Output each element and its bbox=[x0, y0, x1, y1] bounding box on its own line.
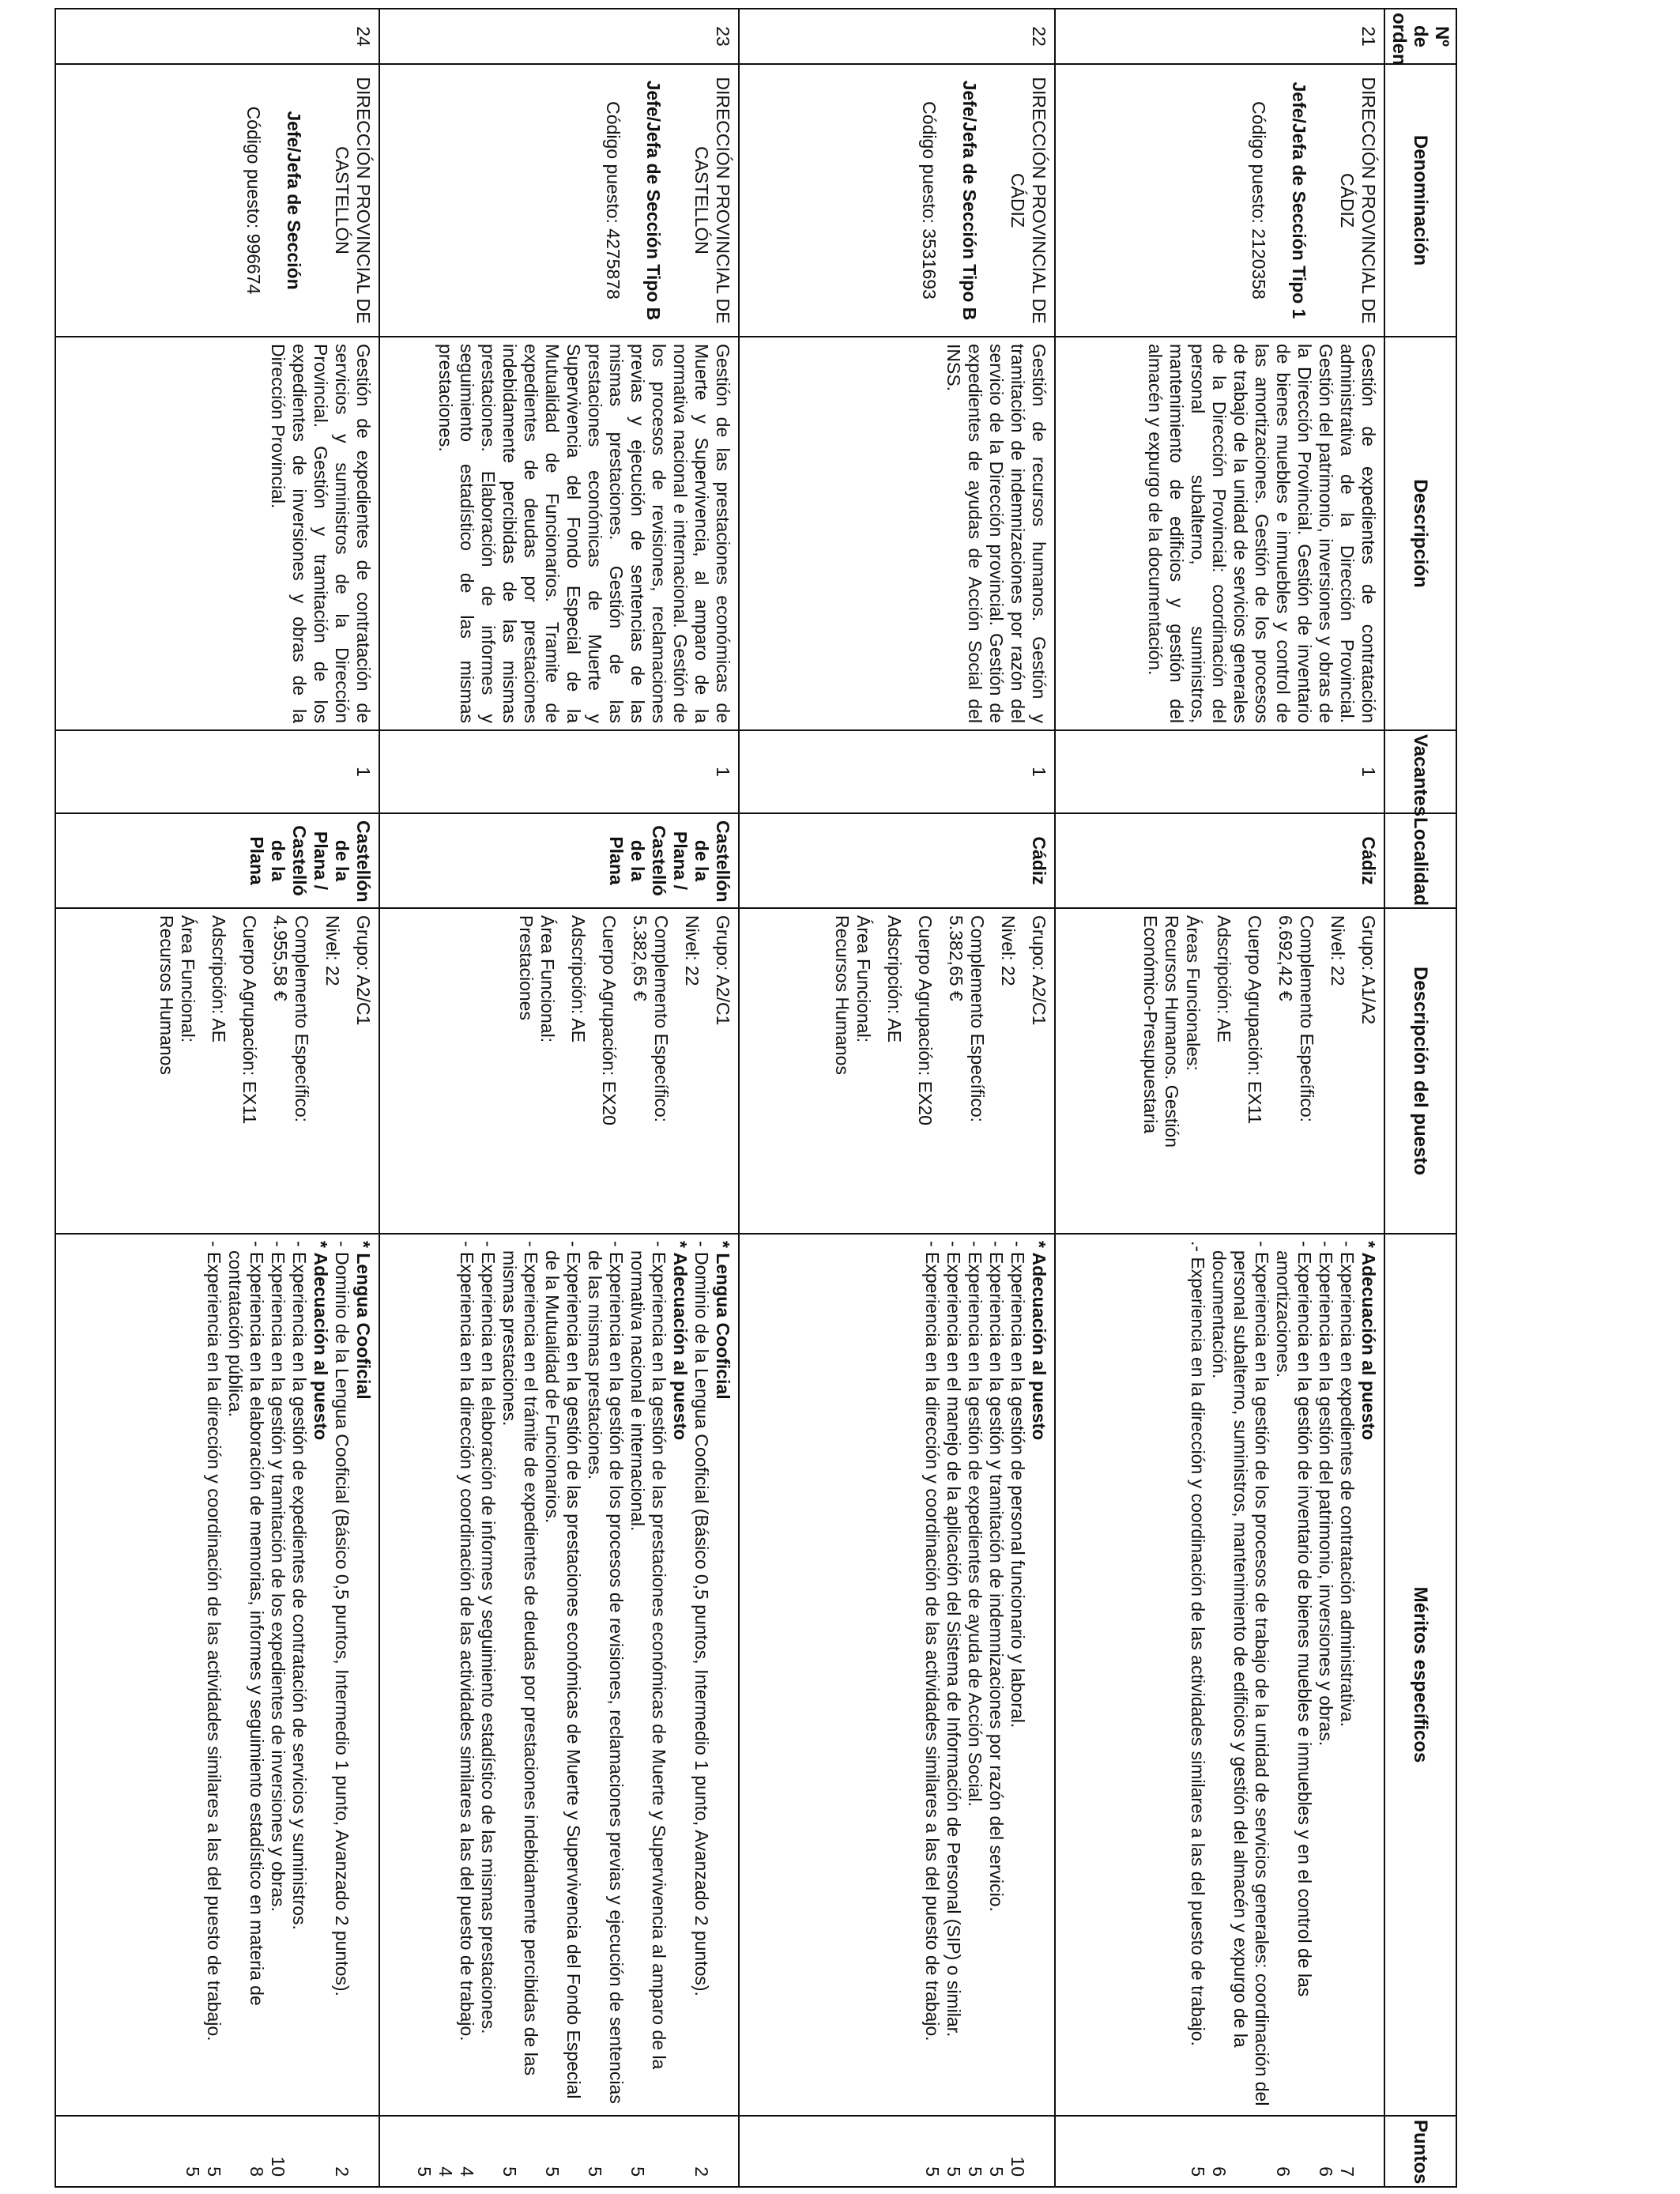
points-value: 8 bbox=[247, 2166, 267, 2177]
complemento-label: Complemento Específico: bbox=[967, 915, 988, 1123]
merit-heading: * Adecuación al puesto bbox=[1029, 1241, 1049, 1441]
meritos-cell bbox=[55, 1234, 379, 2116]
vacantes-cell: 1 bbox=[55, 730, 379, 813]
merit-line: .- Experiencia en la dirección y coordinación de las actividades similares a las del puesto de trabajo. bbox=[1188, 1241, 1208, 2046]
descripcion-puesto-cell bbox=[379, 908, 739, 1234]
localidad-cell: Castellón de la Plana / Castelló de la Plana bbox=[379, 813, 739, 908]
points-value bbox=[224, 2123, 246, 2177]
descripcion-puesto-cell bbox=[739, 908, 1055, 1234]
localidad-cell: Cádiz bbox=[739, 813, 1055, 908]
header-descripcion-puesto: Descripción del puesto bbox=[1384, 908, 1456, 1234]
cuerpo: Cuerpo Agrupación: EX11 bbox=[1245, 915, 1265, 1125]
points-value: 5 bbox=[944, 2166, 964, 2177]
merit-line: - Experiencia en expedientes de contratación administrativa. bbox=[1337, 1241, 1358, 1727]
points-value: 5 bbox=[986, 2166, 1007, 2177]
meritos-cell bbox=[379, 1234, 739, 2116]
order-number: 23 bbox=[379, 9, 739, 64]
area-value: Prestaciones bbox=[516, 915, 537, 1020]
merit-line: - Experiencia en la gestión de personal funcionario y laboral. bbox=[1008, 1241, 1028, 1728]
area-funcional bbox=[831, 915, 874, 1227]
codigo-puesto: Código puesto: 996674 bbox=[243, 106, 264, 295]
points-value: 5 bbox=[922, 2166, 943, 2177]
header-vacantes: Vacantes bbox=[1384, 730, 1456, 813]
provincia: DIRECCIÓN PROVINCIAL DE CÁDIZ bbox=[1008, 77, 1049, 324]
header-localidad: Localidad bbox=[1384, 813, 1456, 908]
cuerpo: Cuerpo Agrupación: EX11 bbox=[239, 915, 260, 1125]
puntos-cell bbox=[739, 2116, 1055, 2187]
merit-line: - Experiencia en la gestión de expedientes de contratación de servicios y suministros. bbox=[289, 1241, 310, 1930]
merit-line: - Experiencia en la gestión de las prestaciones económicas de Muerte y Supervivencia al amparo de la normativa nacional e internacional. bbox=[627, 1241, 669, 2070]
cuerpo: Cuerpo Agrupación: EX20 bbox=[599, 915, 620, 1125]
descripcion-cell: Gestión de las prestaciones económicas de Muerte y Supervivencia, al amparo de la normativa nacional e internacional. Gestión de los procesos de revisiones, reclamaciones previas y ejecución de sentencias de las mismas prestaciones. Gestión de las prestaciones económicas de Muerte y Supervivencia del Fondo Especial de la Mutualidad de Funcionarios. Tramite de expedientes de deudas por prestaciones indebidamente percibidas de las mismas prestaciones. Elaboración de informes y seguimiento estadístico de las mismas prestaciones. bbox=[379, 337, 739, 730]
merit-line: - Experiencia en la gestión y tramitación de indemnizaciones por razón del servicio. bbox=[986, 1241, 1007, 1912]
points-value: 7 bbox=[1337, 2166, 1358, 2177]
points-value: 6 bbox=[1209, 2166, 1230, 2177]
merit-line: - Dominio de la Lengua Cooficial (Básico 0,5 puntos, Intermedio 1 punto, Avanzado 2 puntos). bbox=[691, 1241, 712, 1996]
nivel: Nivel: 22 bbox=[682, 915, 703, 986]
complemento bbox=[1275, 915, 1317, 1227]
points-value bbox=[648, 2123, 669, 2177]
area-value: Recursos Humanos. Gestión Económico-Presupuestaria bbox=[1140, 915, 1182, 1148]
complemento-value: 4.955,58 € bbox=[270, 915, 291, 1001]
points-value bbox=[1358, 2123, 1379, 2177]
header-meritos: Méritos específicos bbox=[1384, 1234, 1456, 2116]
complemento bbox=[945, 915, 988, 1227]
points-value: 5 bbox=[204, 2166, 224, 2177]
merit-line: - Experiencia en la dirección y coordinación de las actividades similares a las del puesto de trabajo. bbox=[457, 1241, 477, 2041]
table-row bbox=[55, 9, 379, 2187]
table-row bbox=[379, 9, 739, 2187]
points-value: 10 bbox=[1008, 2156, 1028, 2177]
points-value bbox=[1028, 2123, 1049, 2177]
denominacion-cell bbox=[739, 64, 1055, 337]
merit-line: - Experiencia en el manejo de la aplicación del Sistema de Información de Personal (SIP) o similar. bbox=[944, 1241, 964, 2038]
points-value: 5 bbox=[965, 2166, 985, 2177]
area-value: Recursos Humanos bbox=[156, 915, 177, 1075]
merit-line: - Experiencia en la gestión y tramitación de los expedientes de inversiones y obras. bbox=[268, 1241, 288, 1912]
points-value bbox=[563, 2123, 584, 2177]
merit-heading: * Lengua Cooficial bbox=[353, 1241, 374, 1400]
merit-line: - Experiencia en la elaboración de memorias, informes y seguimiento estadístico en materia de contratación pública. bbox=[225, 1241, 267, 2006]
descripcion-cell: Gestión de expedientes de contratación de servicios y suministros de la Dirección Provincial. Gestión y tramitación de los expedientes de inversiones y obras de la Dirección Provincial. bbox=[55, 337, 379, 730]
area-label: Área Funcional: bbox=[853, 915, 874, 1043]
merit-line: - Dominio de la Lengua Cooficial (Básico 0,5 puntos, Intermedio 1 punto, Avanzado 2 puntos). bbox=[332, 1241, 352, 1996]
denominacion-cell bbox=[1055, 64, 1384, 337]
merit-line: - Experiencia en la gestión de inventario de bienes muebles e inmuebles y en el control de las amortizaciones. bbox=[1273, 1241, 1315, 1997]
points-value: 5 bbox=[183, 2166, 203, 2177]
codigo-puesto: Código puesto: 2120358 bbox=[1249, 101, 1269, 300]
merit-line: - Experiencia en la dirección y coordinación de las actividades similares a las del puesto de trabajo. bbox=[922, 1241, 943, 2041]
points-value: 5 bbox=[585, 2166, 605, 2177]
adscripcion: Adscripción: AE bbox=[884, 915, 905, 1043]
points-value: 5 bbox=[499, 2166, 520, 2177]
table-row bbox=[1055, 9, 1384, 2187]
puesto-title: Jefe/Jefa de Sección bbox=[284, 111, 304, 290]
puesto-title: Jefe/Jefa de Sección Tipo B bbox=[643, 80, 664, 321]
header-num: Nº de orden bbox=[1384, 9, 1456, 64]
merit-heading: * Adecuación al puesto bbox=[670, 1241, 691, 1441]
grupo: Grupo: A2/C1 bbox=[353, 915, 374, 1026]
points-value: 2 bbox=[332, 2166, 352, 2177]
vacancies-table bbox=[55, 8, 1457, 2188]
meritos-cell bbox=[1055, 1234, 1384, 2116]
puesto-title: Jefe/Jefa de Sección Tipo 1 bbox=[1289, 81, 1309, 319]
puesto-title: Jefe/Jefa de Sección Tipo B bbox=[959, 80, 980, 321]
points-value: 6 bbox=[1273, 2166, 1294, 2177]
area-funcional bbox=[1139, 915, 1203, 1227]
points-value bbox=[1230, 2123, 1251, 2177]
complemento-value: 5.382,65 € bbox=[946, 915, 966, 1001]
descripcion-cell: Gestión de recursos humanos. Gestión y tramitación de indemnizaciones por razón del servicio de la Dirección provincial. Gestión de expedientes de ayudas de Acción Social del INSS. bbox=[739, 337, 1055, 730]
merit-line: - Experiencia en la elaboración de informes y seguimiento estadístico de las mismas prestaciones. bbox=[478, 1241, 499, 2034]
complemento bbox=[629, 915, 672, 1227]
nivel: Nivel: 22 bbox=[322, 915, 343, 986]
complemento-value: 6.692,42 € bbox=[1275, 915, 1296, 1001]
denominacion-cell bbox=[55, 64, 379, 337]
provincia: DIRECCIÓN PROVINCIAL DE CÁDIZ bbox=[1337, 77, 1379, 324]
points-value: 10 bbox=[268, 2156, 288, 2177]
descripcion-puesto-cell bbox=[55, 908, 379, 1234]
points-value: 5 bbox=[414, 2166, 435, 2177]
area-label: Área Funcional: bbox=[537, 915, 558, 1043]
table-row bbox=[739, 9, 1055, 2187]
vacantes-cell: 1 bbox=[739, 730, 1055, 813]
header-descripcion: Descripción bbox=[1384, 337, 1456, 730]
merit-line: - Experiencia en la gestión de los procesos de revisiones, reclamaciones previas y ejecución de sentencias de las mismas prestaciones. bbox=[585, 1241, 627, 2104]
vacantes-cell: 1 bbox=[379, 730, 739, 813]
points-value bbox=[477, 2123, 499, 2177]
adscripcion: Adscripción: AE bbox=[209, 915, 229, 1043]
order-number: 24 bbox=[55, 9, 379, 64]
grupo: Grupo: A2/C1 bbox=[1029, 915, 1049, 1026]
order-number: 21 bbox=[1055, 9, 1384, 64]
cuerpo: Cuerpo Agrupación: EX20 bbox=[915, 915, 936, 1125]
merit-line: - Experiencia en la gestión de las prestaciones económicas de Muerte y Supervivencia del Fondo Especial de la Mutualidad de Funcionarios. bbox=[542, 1241, 584, 2099]
points-value: 4 bbox=[435, 2166, 456, 2177]
merit-heading: * Lengua Cooficial bbox=[713, 1241, 733, 1400]
points-value bbox=[712, 2123, 733, 2177]
rotated-page bbox=[76, 8, 1457, 2186]
header-row bbox=[1384, 9, 1456, 2187]
puntos-cell bbox=[379, 2116, 739, 2187]
points-value: 4 bbox=[457, 2166, 477, 2177]
descripcion-cell: Gestión de expedientes de contratación administrativa de la Dirección Provincial. Gestión del patrimonio, inversiones y obras de la Dirección Provincial. Gestión de inventario de bienes muebles e inmuebles y control de las amortizaciones. Gestión de los procesos de trabajo de la unidad de servicios generales de la Dirección Provincial: coordinación del personal subalterno, suministros, mantenimiento de edificios y gestión del almacén y expurgo de la documentación. bbox=[1055, 337, 1384, 730]
area-label: Áreas Funcionales: bbox=[1183, 915, 1203, 1071]
merit-line: - Experiencia en la gestión de expedientes de ayuda de Acción Social. bbox=[965, 1241, 985, 1808]
provincia: DIRECCIÓN PROVINCIAL DE CASTELLÓN bbox=[691, 77, 733, 324]
complemento-label: Complemento Específico: bbox=[651, 915, 672, 1123]
puntos-cell bbox=[1055, 2116, 1384, 2187]
grupo: Grupo: A2/C1 bbox=[713, 915, 733, 1026]
points-value bbox=[310, 2123, 331, 2177]
points-value bbox=[288, 2123, 310, 2177]
adscripcion: Adscripción: AE bbox=[1214, 915, 1234, 1043]
order-number: 22 bbox=[739, 9, 1055, 64]
nivel: Nivel: 22 bbox=[1328, 915, 1348, 986]
merit-line: - Experiencia en la dirección y coordinación de las actividades similares a las del puesto de trabajo. bbox=[204, 1241, 224, 2041]
points-value bbox=[605, 2123, 627, 2177]
points-value bbox=[1251, 2123, 1272, 2177]
points-value bbox=[1294, 2123, 1315, 2177]
localidad-cell: Cádiz bbox=[1055, 813, 1384, 908]
merit-heading: * Adecuación al puesto bbox=[311, 1241, 331, 1441]
complemento-value: 5.382,65 € bbox=[630, 915, 650, 1001]
vacantes-cell: 1 bbox=[1055, 730, 1384, 813]
points-value bbox=[520, 2123, 541, 2177]
merit-line: - Experiencia en la gestión de los procesos de trabajo de la unidad de servicios generales: coordinación del personal subalterno, suministros, mantenimiento de edificios y gestión del almacén y expurgo de la documentación. bbox=[1209, 1241, 1272, 2106]
area-funcional bbox=[156, 915, 198, 1227]
header-denominacion: Denominación bbox=[1384, 64, 1456, 337]
points-value: 5 bbox=[542, 2166, 563, 2177]
area-label: Área Funcional: bbox=[178, 915, 198, 1043]
header-puntos: Puntos bbox=[1384, 2116, 1456, 2187]
complemento-label: Complemento Específico: bbox=[1297, 915, 1317, 1123]
codigo-puesto: Código puesto: 3531693 bbox=[919, 101, 940, 300]
merit-heading: * Adecuación al puesto bbox=[1358, 1241, 1379, 1441]
table-body bbox=[55, 9, 1384, 2187]
points-value: 2 bbox=[691, 2166, 712, 2177]
complemento bbox=[269, 915, 312, 1227]
merit-line: - Experiencia en el trámite de expedientes de deudas por prestaciones indebidamente percibidas de las mismas prestaciones. bbox=[499, 1241, 541, 2076]
provincia: DIRECCIÓN PROVINCIAL DE CASTELLÓN bbox=[332, 77, 374, 324]
denominacion-cell bbox=[379, 64, 739, 337]
complemento-label: Complemento Específico: bbox=[292, 915, 312, 1123]
points-value bbox=[669, 2123, 691, 2177]
points-value: 5 bbox=[627, 2166, 648, 2177]
points-value: 5 bbox=[1188, 2166, 1208, 2177]
points-value bbox=[352, 2123, 374, 2177]
localidad-cell: Castellón de la Plana / Castelló de la Plana bbox=[55, 813, 379, 908]
nivel: Nivel: 22 bbox=[998, 915, 1019, 986]
descripcion-puesto-cell bbox=[1055, 908, 1384, 1234]
meritos-cell bbox=[739, 1234, 1055, 2116]
codigo-puesto: Código puesto: 4275878 bbox=[603, 101, 623, 300]
merit-line: - Experiencia en la gestión del patrimonio, inversiones y obras. bbox=[1316, 1241, 1336, 1747]
points-value: 6 bbox=[1316, 2166, 1336, 2177]
puntos-cell bbox=[55, 2116, 379, 2187]
area-funcional bbox=[515, 915, 558, 1227]
area-value: Recursos Humanos bbox=[832, 915, 853, 1075]
grupo: Grupo: A1/A2 bbox=[1358, 915, 1379, 1025]
adscripcion: Adscripción: AE bbox=[568, 915, 589, 1043]
